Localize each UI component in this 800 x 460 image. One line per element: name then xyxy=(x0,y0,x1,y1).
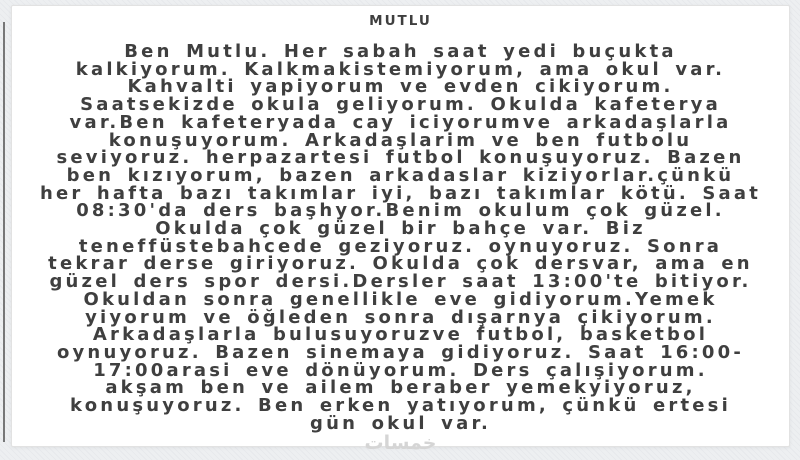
text-line: tekrar derse giriyoruz. Okulda çok dersvar, ama en xyxy=(48,253,753,275)
text-line: teneffüstebahcede geziyoruz. oynuyoruz. Sonra xyxy=(78,235,723,257)
text-line: Saatsekizde okula geliyorum. Okulda kafeterya xyxy=(80,94,721,116)
khamsat-watermark-text: خمسات xyxy=(364,432,437,455)
text-line: seviyoruz. herpazartesi futbol konuşuyoruz. Bazen xyxy=(56,147,745,169)
text-line: Okuldan sonra genellikle eve gidiyorum.Yemek xyxy=(83,288,718,310)
text-line: var.Ben kafeteryada cay iciyorumve arkadaşlarla xyxy=(69,111,732,133)
text-line: güzel ders spor dersi.Dersler saat 13:00'te bitiyor. xyxy=(49,271,752,293)
text-line: Kahvalti yapiyorum ve evden cikiyorum. xyxy=(127,76,674,98)
text-line: 17:00arasi eve dönüyorum. Ders çalışiyorum. xyxy=(93,359,708,381)
document-card xyxy=(11,5,790,455)
text-line: Okulda çok güzel bir bahçe var. Biz xyxy=(155,218,646,240)
text-line: her hafta bazı takımlar iyi, bazı takımlar kötü. Saat xyxy=(39,182,762,204)
text-line: Arkadaşlarla bulusuyoruzve futbol, basketbol xyxy=(92,324,709,346)
text-line: Ben Mutlu. Her sabah saat yedi buçukta xyxy=(124,41,677,62)
text-line: ben kızıyorum, bazen arkadaslar kiziyorlar.çünkü xyxy=(66,164,735,186)
document-title: MUTLU xyxy=(369,13,432,29)
document-body xyxy=(28,43,773,432)
text-line: konuşuyoruz. Ben erken yatıyorum, çünkü ertesi xyxy=(70,395,731,417)
text-line: 08:30'da ders başhyor.Benim okulum çok güzel. xyxy=(76,200,725,222)
left-edge-artifact xyxy=(3,22,5,442)
text-line: gün okul var. xyxy=(310,412,491,434)
text-line: kalkiyorum. Kalkmakistemiyorum, ama okul var. xyxy=(75,58,726,80)
text-line: akşam ben ve ailem beraber yemekyiyoruz, xyxy=(105,377,696,399)
text-line: konuşuyorum. Arkadaşlarim ve ben futbolu xyxy=(108,129,693,151)
text-line: yiyorum ve öğleden sonra dışarnya çikiyorum. xyxy=(85,306,716,328)
text-line: oynuyoruz. Bazen sinemaya gidiyoruz. Saat 16:00- xyxy=(56,341,745,363)
